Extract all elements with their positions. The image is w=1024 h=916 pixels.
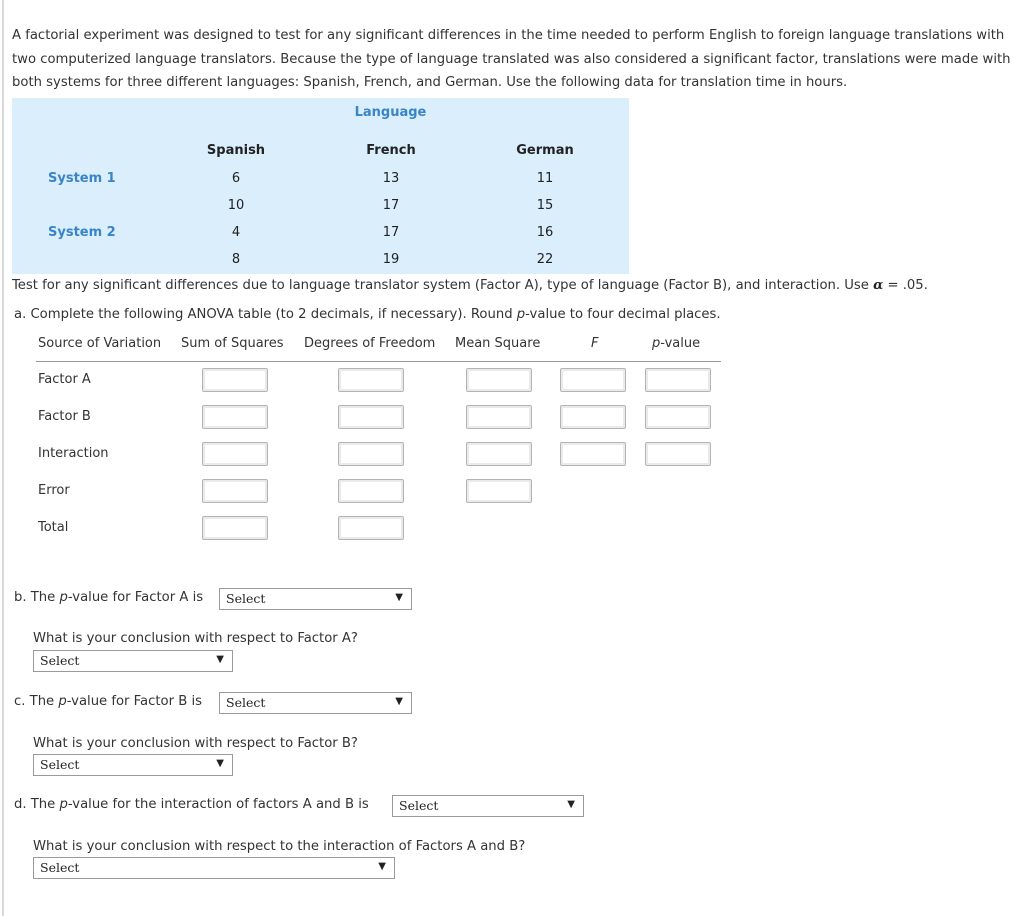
select-label: Select xyxy=(226,695,266,710)
total-df-input[interactable] xyxy=(338,516,404,540)
col-french: French xyxy=(366,143,416,158)
alpha-symbol: α xyxy=(873,278,884,293)
part-b-pvalue-select[interactable] xyxy=(219,588,412,610)
p-suffix: -value xyxy=(660,336,701,351)
anova-header-ss: Sum of Squares xyxy=(181,336,284,351)
part-b-prompt xyxy=(14,590,203,605)
anova-header-df: Degrees of Freedom xyxy=(304,336,436,351)
cell: 17 xyxy=(382,225,400,240)
factor-a-ss-input[interactable] xyxy=(202,368,268,392)
p-italic: p xyxy=(652,336,661,351)
anova-header-source: Source of Variation xyxy=(38,336,162,351)
cell: 13 xyxy=(382,171,400,186)
interaction-ss-input[interactable] xyxy=(202,442,268,466)
total-ss-input[interactable] xyxy=(202,516,268,540)
error-ms-input[interactable] xyxy=(466,479,532,503)
anova-header-p xyxy=(652,336,700,351)
interaction-ms-input[interactable] xyxy=(466,442,532,466)
part-c-text: c. The xyxy=(14,694,59,709)
select-label: Select xyxy=(399,798,439,813)
part-d-conclusion-select[interactable] xyxy=(33,857,395,879)
test-instructions xyxy=(12,278,928,293)
factor-b-ms-input[interactable] xyxy=(466,405,532,429)
data-table xyxy=(12,98,629,274)
select-label: Select xyxy=(40,757,80,772)
dropdown-arrow-icon: ▼ xyxy=(395,592,403,603)
interaction-f-input[interactable] xyxy=(560,442,626,466)
part-a-text: a. Complete the following ANOVA table (to 2 decimals, if necessary). Round xyxy=(14,307,517,322)
part-d-pvalue-select[interactable] xyxy=(392,795,584,817)
part-b-text-end: -value for Factor A is xyxy=(67,590,204,605)
row-factor-a: Factor A xyxy=(38,372,91,387)
left-border xyxy=(2,0,4,916)
interaction-df-input[interactable] xyxy=(338,442,404,466)
part-a-text-end: -value to four decimal places. xyxy=(525,307,721,322)
part-c-conclusion-prompt: What is your conclusion with respect to Factor B? xyxy=(33,736,358,751)
cell: 11 xyxy=(536,171,554,186)
factor-a-p-input[interactable] xyxy=(645,368,711,392)
p-italic: p xyxy=(59,797,68,812)
row-total: Total xyxy=(38,520,69,535)
dropdown-arrow-icon: ▼ xyxy=(216,654,224,665)
cell: 6 xyxy=(231,171,241,186)
p-italic: p xyxy=(59,590,68,605)
cell: 15 xyxy=(536,198,554,213)
interaction-p-input[interactable] xyxy=(645,442,711,466)
dropdown-arrow-icon: ▼ xyxy=(395,696,403,707)
error-df-input[interactable] xyxy=(338,479,404,503)
factor-a-df-input[interactable] xyxy=(338,368,404,392)
col-spanish: Spanish xyxy=(206,143,266,158)
part-a-prompt xyxy=(14,307,721,322)
select-label: Select xyxy=(226,591,266,606)
part-d-conclusion-prompt: What is your conclusion with respect to the interaction of Factors A and B? xyxy=(33,839,526,854)
part-d-text-end: -value for the interaction of factors A and B is xyxy=(67,797,369,812)
part-b-conclusion-select[interactable] xyxy=(33,650,233,672)
anova-header-ms: Mean Square xyxy=(455,336,541,351)
select-label: Select xyxy=(40,860,80,875)
system-2-label: System 2 xyxy=(48,225,116,240)
anova-header-f: F xyxy=(591,336,599,351)
language-header: Language xyxy=(354,105,427,120)
cell: 17 xyxy=(382,198,400,213)
factor-a-ms-input[interactable] xyxy=(466,368,532,392)
col-german: German xyxy=(516,143,574,158)
dropdown-arrow-icon: ▼ xyxy=(567,799,575,810)
cell: 22 xyxy=(536,252,554,267)
part-b-conclusion-prompt: What is your conclusion with respect to Factor A? xyxy=(33,631,358,646)
part-c-prompt xyxy=(14,694,202,709)
row-error: Error xyxy=(38,483,70,498)
error-ss-input[interactable] xyxy=(202,479,268,503)
cell: 10 xyxy=(227,198,245,213)
factor-b-f-input[interactable] xyxy=(560,405,626,429)
factor-b-df-input[interactable] xyxy=(338,405,404,429)
cell: 19 xyxy=(382,252,400,267)
select-label: Select xyxy=(40,653,80,668)
problem-intro: A factorial experiment was designed to test for any significant differences in the time needed to perform English to foreign language translations with two computerized language translators. Because the type of language translated was also considered a significant factor, translations were made with both systems for three different languages: Spanish, French, and German. Use the following data for translation time in hours. xyxy=(12,28,1011,90)
test-text: Test for any significant differences due to language translator system (Factor A), type of language (Factor B), and interaction. Use xyxy=(12,278,869,293)
dropdown-arrow-icon: ▼ xyxy=(378,861,386,872)
p-italic: p xyxy=(58,694,67,709)
part-c-pvalue-select[interactable] xyxy=(219,692,412,714)
anova-header-divider xyxy=(36,361,721,362)
cell: 8 xyxy=(231,252,241,267)
dropdown-arrow-icon: ▼ xyxy=(216,758,224,769)
part-d-text: d. The xyxy=(14,797,60,812)
p-italic: p xyxy=(516,307,526,322)
cell: 16 xyxy=(536,225,554,240)
part-d-prompt xyxy=(14,797,369,812)
factor-b-p-input[interactable] xyxy=(645,405,711,429)
alpha-value: = .05. xyxy=(887,278,928,293)
cell: 4 xyxy=(231,225,241,240)
part-c-conclusion-select[interactable] xyxy=(33,754,233,776)
row-interaction: Interaction xyxy=(38,446,109,461)
system-1-label: System 1 xyxy=(48,171,116,186)
row-factor-b: Factor B xyxy=(38,409,91,424)
factor-b-ss-input[interactable] xyxy=(202,405,268,429)
factor-a-f-input[interactable] xyxy=(560,368,626,392)
part-b-text: b. The xyxy=(14,590,60,605)
part-c-text-end: -value for Factor B is xyxy=(66,694,203,709)
